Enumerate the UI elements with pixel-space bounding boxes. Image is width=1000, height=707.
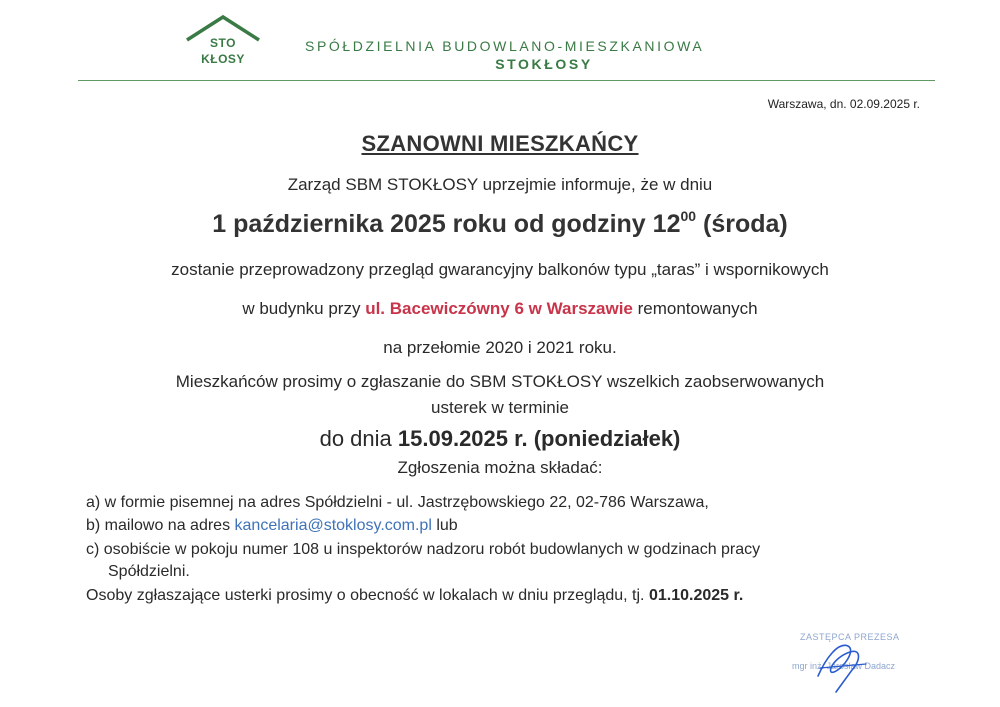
letter-date: Warszawa, dn. 02.09.2025 r. <box>767 97 920 111</box>
submission-intro: Zgłoszenia można składać: <box>397 458 603 477</box>
building-prefix: w budynku przy <box>242 299 361 318</box>
event-date <box>60 210 940 239</box>
deadline-date: 15.09.2025 r. (poniedziałek) <box>397 426 681 451</box>
option-c: c) osobiście w pokoju numer 108 u inspektorów nadzoru robót budowlanych w godzinach pracy <box>86 541 761 558</box>
deadline-prefix: do dnia <box>319 426 392 451</box>
request-line-2: usterek w terminie <box>431 398 569 417</box>
event-date-text: 1 października 2025 roku od godziny 12 <box>212 210 681 238</box>
logo-text-line1: STO <box>210 36 236 50</box>
renovation-period: na przełomie 2020 i 2021 roku. <box>383 338 617 357</box>
review-text: zostanie przeprowadzony przegląd gwarancyjny balkonów typu „taras” i wspornikowych <box>171 260 829 279</box>
signature-name: mgr inż. Jarosław Dadacz <box>792 661 896 671</box>
org-short-name: STOKŁOSY <box>495 56 593 72</box>
building-line <box>60 299 940 319</box>
event-day: (środa) <box>703 210 788 238</box>
signature-stamp <box>790 628 940 698</box>
email-link[interactable]: kancelaria@stoklosy.com.pl <box>234 517 432 534</box>
deadline <box>60 426 940 452</box>
org-name: SPÓŁDZIELNIA BUDOWLANO-MIESZKANIOWA <box>305 38 705 54</box>
option-c-continuation: Spółdzielni. <box>108 563 190 580</box>
option-a: a) w formie pisemnej na adres Spółdzielni - ul. Jastrzębowskiego 22, 02-786 Warszawa, <box>86 494 709 511</box>
intro-text: Zarząd SBM STOKŁOSY uprzejmie informuje, że w dniu <box>287 175 713 194</box>
option-b <box>86 517 928 535</box>
option-b-prefix: b) mailowo na adres <box>86 517 231 534</box>
handwritten-signature-icon <box>790 628 940 698</box>
closing-text <box>86 587 743 605</box>
closing-body: Osoby zgłaszające usterki prosimy o obecność w lokalach w dniu przeglądu, tj. <box>86 587 645 604</box>
logo <box>183 14 263 76</box>
letter-title: SZANOWNI MIESZKAŃCY <box>361 131 639 156</box>
logo-text-line2: KŁOSY <box>201 52 245 66</box>
header-divider <box>78 80 935 81</box>
building-address: ul. Bacewiczówny 6 w Warszawie <box>365 299 633 318</box>
closing-date: 01.10.2025 r. <box>648 587 744 604</box>
signature-role: ZASTĘPCA PREZESA <box>800 632 900 642</box>
event-time-superscript: 00 <box>680 208 697 224</box>
option-b-suffix: lub <box>436 517 458 534</box>
request-line-1: Mieszkańców prosimy o zgłaszanie do SBM STOKŁOSY wszelkich zaobserwowanych <box>175 372 825 391</box>
building-suffix: remontowanych <box>637 299 758 318</box>
